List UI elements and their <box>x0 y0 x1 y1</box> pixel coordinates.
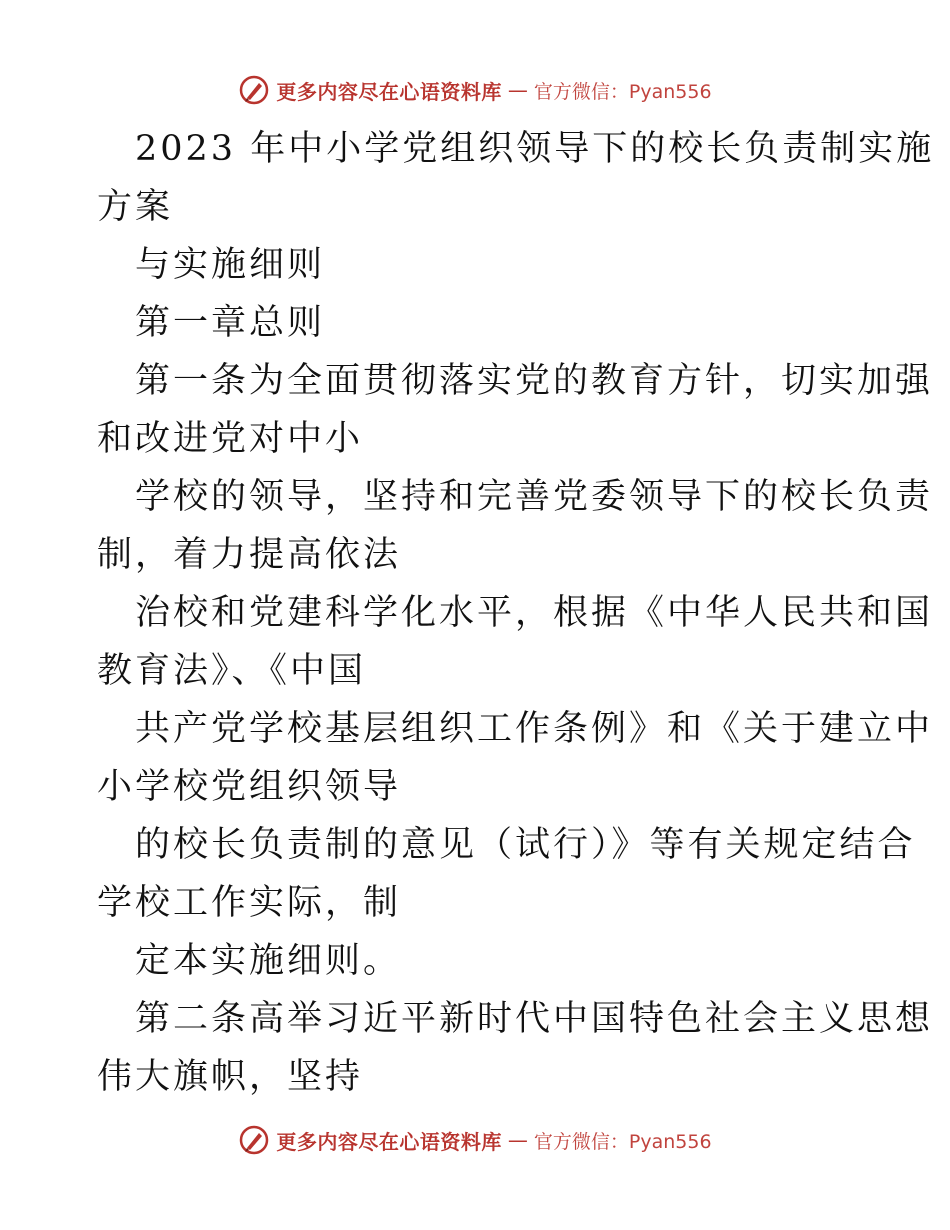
banner-separator: — <box>507 1128 528 1152</box>
paragraph-line: 第二条高举习近平新时代中国特色社会主义思想 <box>135 999 934 1039</box>
quill-pen-logo-icon <box>238 74 270 106</box>
banner-wechat-text: 官方微信：Pyan556 <box>533 1130 712 1153</box>
banner-wechat-text: 官方微信：Pyan556 <box>533 80 712 103</box>
banner-main-text: 更多内容尽在心语资料库 <box>276 1129 502 1154</box>
chapter-heading: 第一章总则 <box>135 303 326 343</box>
document-body <box>97 120 935 1106</box>
document-subtitle-line: 与实施细则 <box>135 245 326 285</box>
paragraph-line: 治校和党建科学化水平，根据《中华人民共和国 <box>135 593 934 633</box>
banner-main-text: 更多内容尽在心语资料库 <box>276 79 502 104</box>
document-title-line: 2023 年中小学党组织领导下的校长负责制实施 <box>135 129 935 169</box>
paragraph-line: 制，着力提高依法 <box>97 535 402 575</box>
footer-banner <box>0 1120 950 1160</box>
paragraph-line: 伟大旗帜，坚持 <box>97 1057 364 1097</box>
quill-pen-logo-icon <box>238 1124 270 1156</box>
paragraph-line: 和改进党对中小 <box>97 419 364 459</box>
paragraph-line: 学校工作实际，制 <box>97 883 402 923</box>
paragraph-line: 的校长负责制的意见（试行）》等有关规定结合 <box>135 825 916 865</box>
paragraph-line: 定本实施细则。 <box>135 941 402 981</box>
paragraph-line: 教育法》、《中国 <box>97 651 367 691</box>
paragraph-line: 小学校党组织领导 <box>97 767 402 807</box>
paragraph-line: 第一条为全面贯彻落实党的教育方针，切实加强 <box>135 361 934 401</box>
header-banner <box>0 70 950 110</box>
paragraph-line: 共产党学校基层组织工作条例》和《关于建立中 <box>135 709 934 749</box>
document-title-line: 方案 <box>97 187 174 227</box>
banner-separator: — <box>507 78 528 102</box>
paragraph-line: 学校的领导，坚持和完善党委领导下的校长负责 <box>135 477 934 517</box>
